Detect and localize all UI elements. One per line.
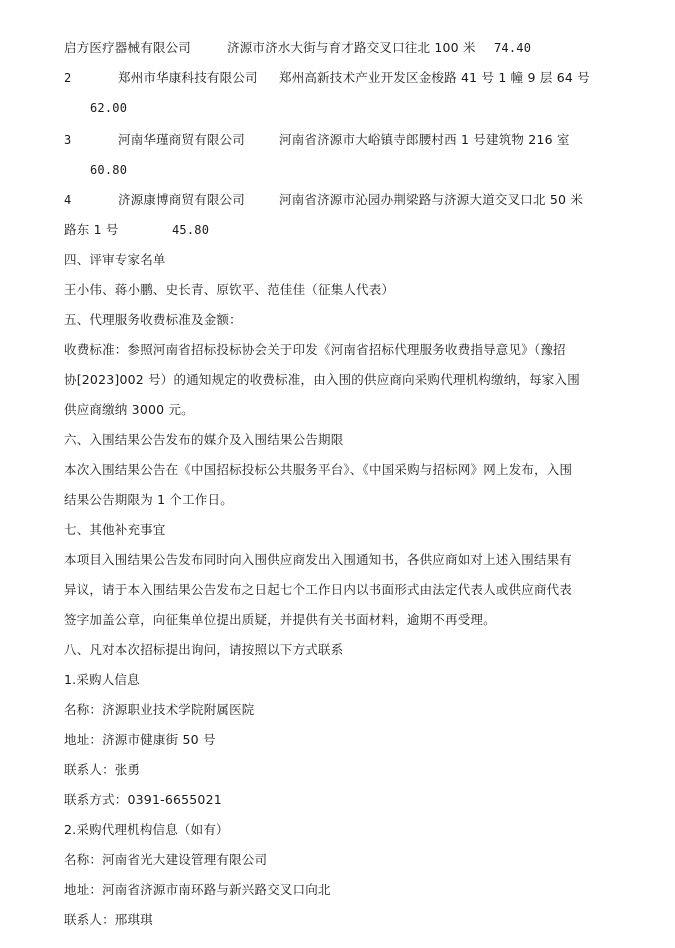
supplier-name: 郑州市华康科技有限公司	[118, 70, 258, 85]
section-heading: 五、代理服务收费标准及金额：	[64, 312, 242, 327]
paragraph-line: 收费标准：参照河南省招标投标协会关于印发《河南省招标代理服务收费指导意见》（豫招	[64, 342, 566, 357]
supplier-name: 启方医疗器械有限公司	[64, 40, 192, 55]
section-heading: 七、其他补充事宜	[64, 522, 166, 537]
supplier-address-cont: 路东 1 号	[64, 222, 119, 237]
purchaser-heading: 1.采购人信息	[64, 672, 140, 687]
section-heading: 八、凡对本次招标提出询问，请按照以下方式联系	[64, 642, 344, 657]
purchaser-contact: 联系人：张勇	[64, 762, 141, 777]
paragraph-line: 供应商缴纳 3000 元。	[64, 402, 194, 417]
agency-heading: 2.采购代理机构信息（如有）	[64, 822, 229, 837]
agency-address: 地址：河南省济源市南环路与新兴路交叉口向北	[64, 882, 331, 897]
purchaser-name: 名称：济源职业技术学院附属医院	[64, 702, 255, 717]
paragraph-line: 结果公告期限为 1 个工作日。	[64, 492, 233, 507]
paragraph-line: 异议，请于本入围结果公告发布之日起七个工作日内以书面形式由法定代表人或供应商代表	[64, 582, 573, 597]
supplier-price: 60.80	[90, 163, 128, 177]
supplier-price: 45.80	[172, 223, 210, 237]
supplier-index: 2	[64, 71, 72, 85]
agency-contact: 联系人：邢琪琪	[64, 912, 153, 927]
supplier-price: 62.00	[90, 101, 128, 115]
paragraph-line: 本项目入围结果公告发布同时向入围供应商发出入围通知书，各供应商如对上述入围结果有	[64, 552, 573, 567]
supplier-index: 3	[64, 133, 72, 147]
supplier-index: 4	[64, 193, 72, 207]
supplier-address: 济源市济水大街与育才路交叉口往北 100 米	[227, 40, 476, 55]
supplier-address: 郑州高新技术产业开发区金梭路 41 号 1 幢 9 层 64 号	[279, 70, 590, 85]
section-heading: 六、入围结果公告发布的媒介及入围结果公告期限	[64, 432, 344, 447]
purchaser-address: 地址：济源市健康街 50 号	[64, 732, 216, 747]
supplier-address: 河南省济源市大峪镇寺郎腰村西 1 号建筑物 216 室	[279, 132, 570, 147]
paragraph-line: 签字加盖公章，向征集单位提出质疑，并提供有关书面材料，逾期不再受理。	[64, 612, 496, 627]
supplier-address: 河南省济源市沁园办荆梁路与济源大道交叉口北 50 米	[279, 192, 584, 207]
purchaser-phone: 联系方式：0391-6655021	[64, 792, 222, 807]
supplier-price: 74.40	[494, 41, 532, 55]
section-heading: 四、评审专家名单	[64, 252, 166, 267]
expert-list: 王小伟、蒋小鹏、史长青、原钦平、范佳佳（征集人代表）	[64, 282, 395, 297]
paragraph-line: 协[2023]002 号）的通知规定的收费标准，由入围的供应商向采购代理机构缴纳，每家入围	[64, 372, 580, 387]
supplier-name: 河南华瑾商贸有限公司	[118, 132, 246, 147]
paragraph-line: 本次入围结果公告在《中国招标投标公共服务平台》、《中国采购与招标网》网上发布，入围	[64, 462, 573, 477]
supplier-name: 济源康博商贸有限公司	[118, 192, 246, 207]
agency-name: 名称：河南省光大建设管理有限公司	[64, 852, 268, 867]
